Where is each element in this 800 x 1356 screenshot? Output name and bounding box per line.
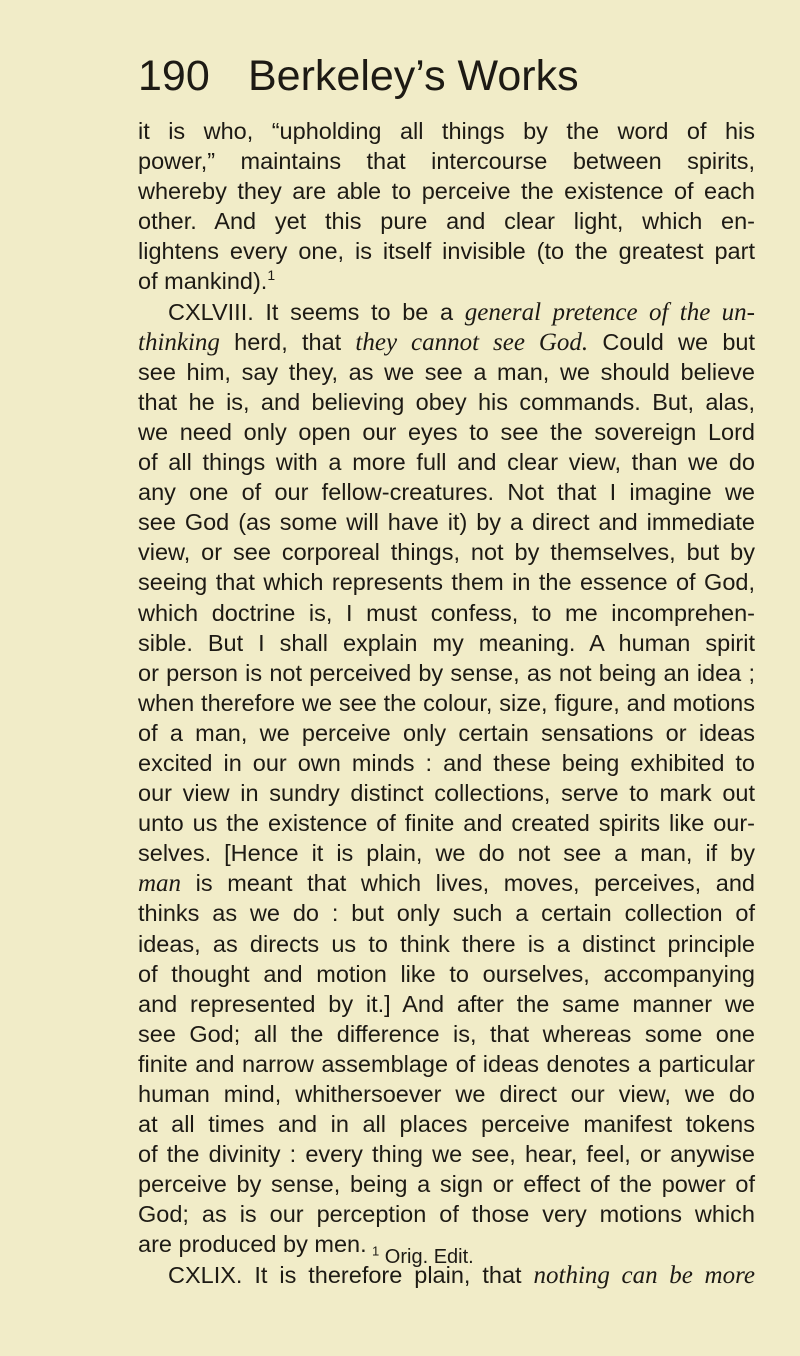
text-line: seeing that which represents them in the essence of God, bbox=[138, 569, 755, 596]
text-line: excited in our own minds : and these being exhibited to bbox=[138, 749, 755, 776]
text-line: lightens every one, is itself invisible (to the greatest part bbox=[138, 238, 755, 265]
text-line: perceive by sense, being a sign or effect of the power of bbox=[138, 1171, 755, 1198]
text-line: and represented by it.] And after the same manner we bbox=[138, 990, 755, 1017]
text-line: which doctrine is, I must confess, to me incomprehen- bbox=[138, 599, 755, 626]
text-segment: is meant that which lives, moves, perceives, and bbox=[181, 870, 755, 897]
section-148-opening bbox=[138, 297, 755, 327]
text-line: see him, say they, as we see a man, we should believe bbox=[138, 358, 755, 385]
footnote bbox=[372, 1245, 474, 1269]
text-line: when therefore we see the colour, size, figure, and motions bbox=[138, 689, 755, 716]
text-segment: of mankind). bbox=[138, 268, 268, 295]
text-segment: CXLVIII. It seems to be a bbox=[168, 298, 465, 325]
text-line: at all times and in all places perceive manifest tokens bbox=[138, 1111, 755, 1138]
text-line: human mind, whithersoever we direct our view, we do bbox=[138, 1081, 755, 1107]
text-line bbox=[138, 868, 755, 898]
text-line: see God; all the difference is, that whereas some one bbox=[138, 1020, 755, 1047]
text-line: unto us the existence of finite and created spirits like our- bbox=[138, 810, 755, 837]
italic-phrase: general pretence of the un- bbox=[464, 298, 755, 326]
text-line: ideas, as directs us to think there is a distinct principle bbox=[138, 930, 755, 957]
text-line: of a man, we perceive only certain sensations or ideas bbox=[138, 719, 755, 746]
text-line bbox=[138, 266, 755, 296]
italic-phrase: man bbox=[138, 870, 182, 898]
text-line: our view in sundry distinct collections, serve to mark out bbox=[138, 780, 755, 807]
italic-phrase: they cannot see God. bbox=[355, 328, 589, 356]
page-header bbox=[138, 50, 579, 102]
text-line: of the divinity : every thing we see, hear, feel, or anywise bbox=[138, 1141, 755, 1168]
text-line: sible. But I shall explain my meaning. A human spirit bbox=[138, 629, 755, 656]
text-line: selves. [Hence it is plain, we do not see a man, if by bbox=[138, 840, 755, 867]
footnote-text: Orig. Edit. bbox=[379, 1246, 474, 1268]
italic-phrase: nothing can be more bbox=[533, 1261, 755, 1289]
text-line: other. And yet this pure and clear light, which en- bbox=[138, 208, 755, 235]
text-line: view, or see corporeal things, not by themselves, but by bbox=[138, 539, 755, 566]
text-line: we need only open our eyes to see the sovereign Lord bbox=[138, 418, 755, 445]
page-number: 190 bbox=[138, 52, 210, 100]
text-line: of all things with a more full and clear view, than we do bbox=[138, 449, 755, 476]
italic-phrase: thinking bbox=[138, 328, 220, 356]
text-segment: CXLIX. It is therefore plain, that bbox=[168, 1261, 534, 1288]
text-line: of thought and motion like to ourselves, accompanying bbox=[138, 960, 755, 987]
text-line bbox=[138, 327, 755, 357]
text-segment: Could we but bbox=[588, 328, 755, 355]
text-line: are produced by men. bbox=[138, 1231, 367, 1258]
text-line: finite and narrow assemblage of ideas denotes a particular bbox=[138, 1050, 755, 1077]
text-line: see God (as some will have it) by a direct and immediate bbox=[138, 509, 755, 536]
text-line: it is who, “upholding all things by the word of his bbox=[138, 118, 755, 144]
text-segment: herd, that bbox=[219, 328, 356, 355]
text-line: thinks as we do : but only such a certain collection of bbox=[138, 900, 755, 927]
footnote-reference: 1 bbox=[267, 267, 276, 284]
text-line: whereby they are able to perceive the existence of each bbox=[138, 178, 755, 205]
body-text bbox=[138, 116, 755, 1290]
text-line: that he is, and believing obey his commands. But, alas, bbox=[138, 388, 755, 415]
text-line: power,” maintains that intercourse between spirits, bbox=[138, 148, 755, 175]
footnote-marker: 1 bbox=[372, 1243, 380, 1259]
running-title: Berkeley’s Works bbox=[248, 52, 579, 100]
text-line: or person is not perceived by sense, as not being an idea ; bbox=[138, 659, 755, 686]
text-line: any one of our fellow-creatures. Not that I imagine we bbox=[138, 479, 755, 506]
text-line: God; as is our perception of those very motions which bbox=[138, 1201, 755, 1228]
